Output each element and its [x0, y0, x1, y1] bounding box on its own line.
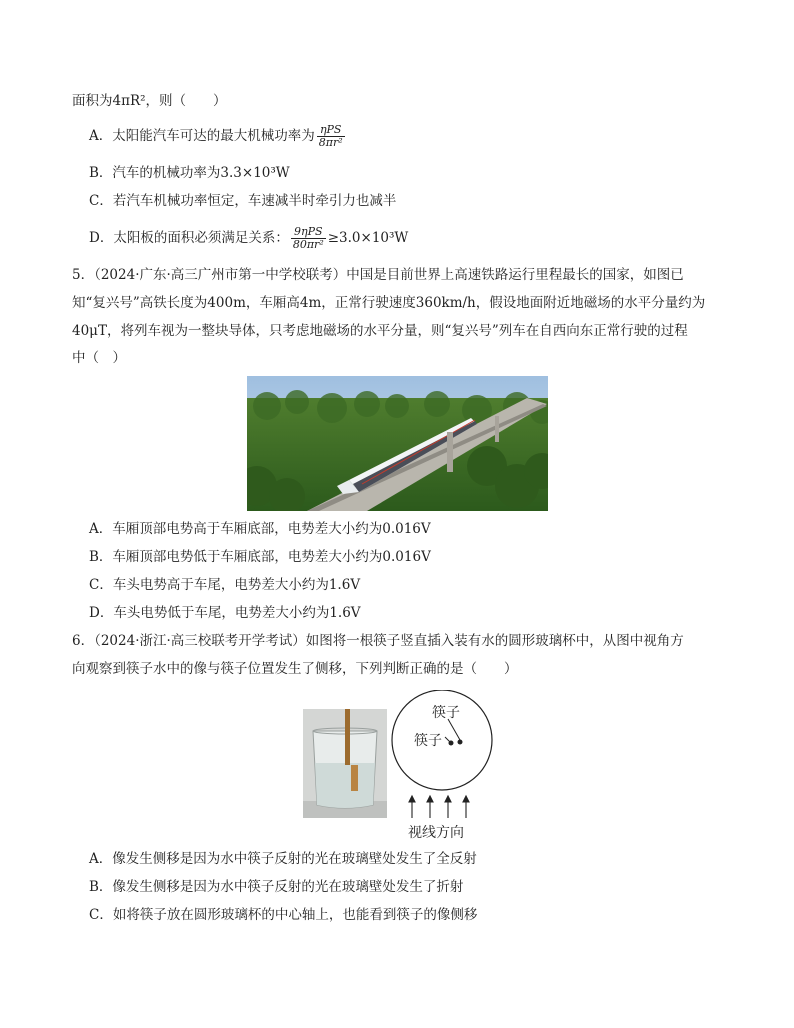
option-text: 车厢顶部电势高于车厢底部，电势差大小约为0.016V — [112, 521, 431, 537]
chopstick-in-glass-photo — [303, 709, 387, 818]
view-direction-caption: 视线方向 — [408, 825, 464, 840]
option-letter: A． — [89, 521, 113, 537]
q5-option-a — [89, 520, 431, 538]
option-text: 如将筷子放在圆形玻璃杯的中心轴上，也能看到筷子的像侧移 — [112, 907, 478, 923]
option-text: 像发生侧移是因为水中筷子反射的光在玻璃壁处发生了折射 — [112, 879, 464, 895]
q5-option-c — [89, 576, 360, 594]
option-text: 车头电势低于车尾，电势差大小约为1.6V — [113, 605, 361, 621]
option-letter: D． — [89, 605, 114, 621]
chopstick-label-left: 筷子 — [414, 733, 442, 749]
q6-option-b — [89, 878, 463, 896]
q4-option-a — [89, 124, 347, 149]
fraction — [291, 226, 326, 251]
q5-stem-line-2: 知“复兴号”高铁长度为400m，车厢高4m，正常行驶速度360km/h，假设地面附近地磁场的水平分量约为 — [72, 295, 706, 311]
option-letter: B． — [89, 549, 113, 565]
high-speed-train-photo — [247, 376, 548, 511]
fraction-denominator: 80πr² — [292, 238, 324, 251]
q4-option-c — [89, 192, 396, 210]
option-letter: C． — [89, 577, 113, 593]
option-letter: A． — [89, 851, 113, 867]
option-text: 汽车的机械功率为3.3×10³W — [112, 165, 290, 181]
refraction-diagram — [388, 690, 508, 840]
chopstick-real-dot — [458, 740, 463, 745]
q4-option-d — [89, 226, 408, 251]
q5-stem-line-4: 中（ ） — [72, 350, 126, 366]
chopstick-label-top: 筷子 — [432, 705, 460, 721]
option-letter: D． — [89, 230, 114, 246]
option-letter: B． — [89, 879, 113, 895]
q5-option-d — [89, 604, 361, 622]
q5-stem-line-3: 40μT，将列车视为一整块导体，只考虑地磁场的水平分量，则“复兴号”列车在自西向东正常行驶的过程 — [72, 323, 688, 339]
q5-option-b — [89, 548, 431, 566]
option-text: 车厢顶部电势低于车厢底部，电势差大小约为0.016V — [112, 549, 431, 565]
option-text: 太阳板的面积必须满足关系： — [113, 230, 289, 246]
fraction-numerator: ηPS — [317, 124, 345, 137]
q6-stem-line-1: 6．（2024·浙江·高三校联考开学考试）如图将一根筷子竖直插入装有水的圆形玻璃杯中，从图中视角方 — [72, 633, 684, 649]
chopstick-image-dot — [449, 741, 454, 746]
fraction-numerator: 9ηPS — [291, 226, 326, 239]
option-text: 若汽车机械功率恒定，车速减半时牵引力也减半 — [112, 193, 397, 209]
q6-option-c — [89, 906, 477, 924]
option-letter: C． — [89, 907, 113, 923]
option-letter: A． — [89, 128, 113, 144]
q4-option-b — [89, 164, 290, 182]
q6-option-a — [89, 850, 477, 868]
option-text: 车头电势高于车尾，电势差大小约为1.6V — [112, 577, 361, 593]
q4-stem-tail: 面积为4πR²，则（ ） — [72, 93, 227, 109]
option-text: 像发生侧移是因为水中筷子反射的光在玻璃壁处发生了全反射 — [112, 851, 477, 867]
fraction-denominator: 8πr² — [318, 136, 343, 149]
option-letter: B． — [89, 165, 113, 181]
option-suffix: ≥3.0×10³W — [327, 230, 409, 246]
q6-stem-line-2: 向观察到筷子水中的像与筷子位置发生了侧移，下列判断正确的是（ ） — [72, 661, 518, 677]
option-letter: C． — [89, 193, 113, 209]
fraction — [317, 124, 345, 149]
option-text: 太阳能汽车可达的最大机械功率为 — [112, 128, 315, 144]
q5-stem-line-1: 5．（2024·广东·高三广州市第一中学校联考）中国是目前世界上高速铁路运行里程最长的国家，如图已 — [72, 267, 684, 283]
